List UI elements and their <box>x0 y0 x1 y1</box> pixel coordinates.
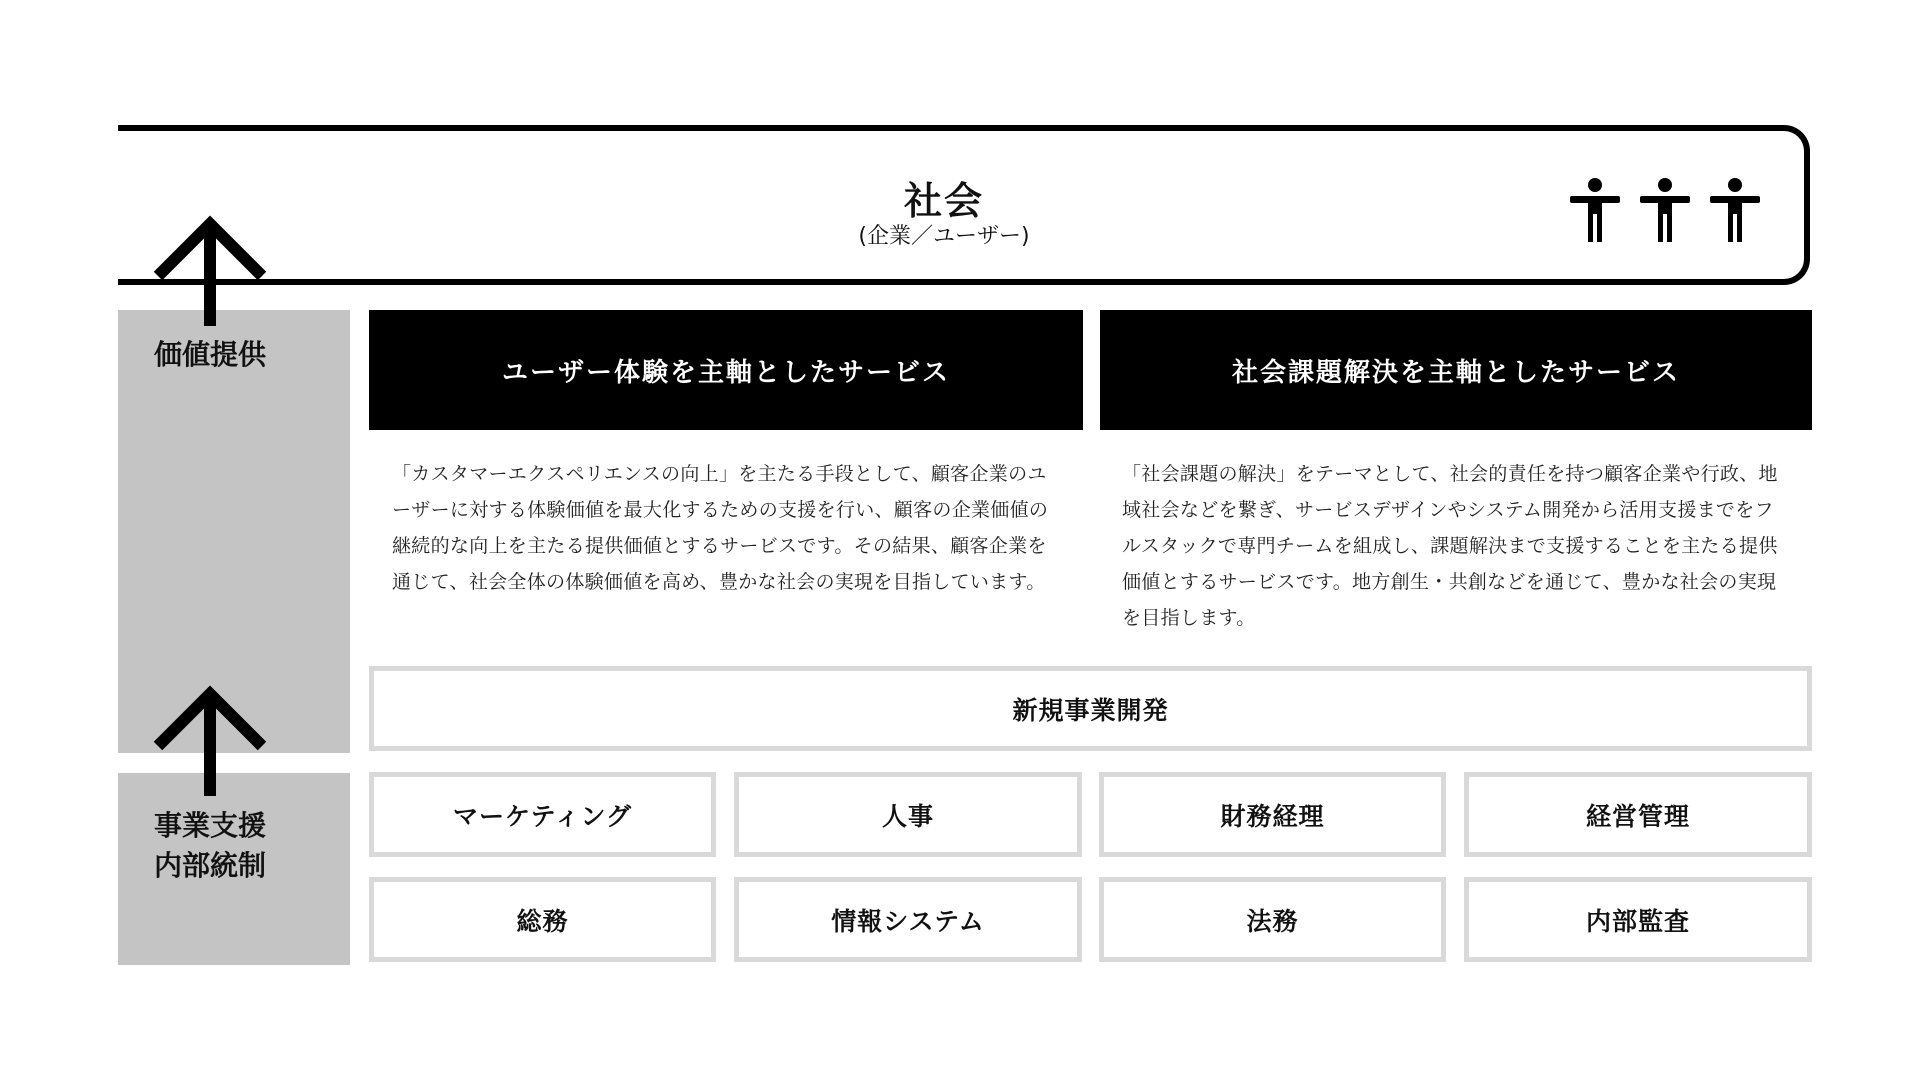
society-title: 社会 <box>903 179 984 223</box>
person-icon <box>1640 178 1690 242</box>
person-icon <box>1570 178 1620 242</box>
internal-control-label: 内部統制 <box>154 849 267 882</box>
service-header-social-issues: 社会課題解決を主軸としたサービス <box>1100 310 1812 430</box>
unit-information-systems: 情報システム <box>734 877 1082 962</box>
unit-legal: 法務 <box>1099 877 1446 962</box>
value-provision-label: 価値提供 <box>154 338 267 371</box>
new-business-box: 新規事業開発 <box>369 666 1812 751</box>
people-group-icon <box>1568 175 1768 245</box>
unit-hr: 人事 <box>734 772 1082 857</box>
unit-general-affairs: 総務 <box>369 877 716 962</box>
service-description-social-issues: 「社会課題の解決」をテーマとして、社会的責任を持つ顧客企業や行政、地域社会などを繋ぎ、サービスデザインやシステム開発から活用支援までをフルスタックで専門チームを組成し、課題解決まで支援することを主たる提供価値とするサービスです。地方創生・共創などを通じて、豊かな社会の実現を目指します。 <box>1122 463 1778 629</box>
service-header-user-experience: ユーザー体験を主軸としたサービス <box>369 310 1083 430</box>
society-subtitle: (企業／ユーザー) <box>858 224 1030 249</box>
unit-finance-accounting: 財務経理 <box>1099 772 1446 857</box>
arrow-up-icon <box>150 678 270 798</box>
business-support-label: 事業支援 <box>154 809 267 842</box>
person-icon <box>1710 178 1760 242</box>
unit-management-control: 経営管理 <box>1464 772 1812 857</box>
arrow-up-icon <box>150 208 270 328</box>
unit-marketing: マーケティング <box>369 772 716 857</box>
service-description-user-experience: 「カスタマーエクスペリエンスの向上」を主たる手段として、顧客企業のユーザーに対する体験価値を最大化するための支援を行い、顧客の企業価値の継続的な向上を主たる提供価値とするサービスです。その結果、顧客企業を通じて、社会全体の体験価値を高め、豊かな社会の実現を目指しています。 <box>392 463 1049 593</box>
unit-internal-audit: 内部監査 <box>1464 877 1812 962</box>
